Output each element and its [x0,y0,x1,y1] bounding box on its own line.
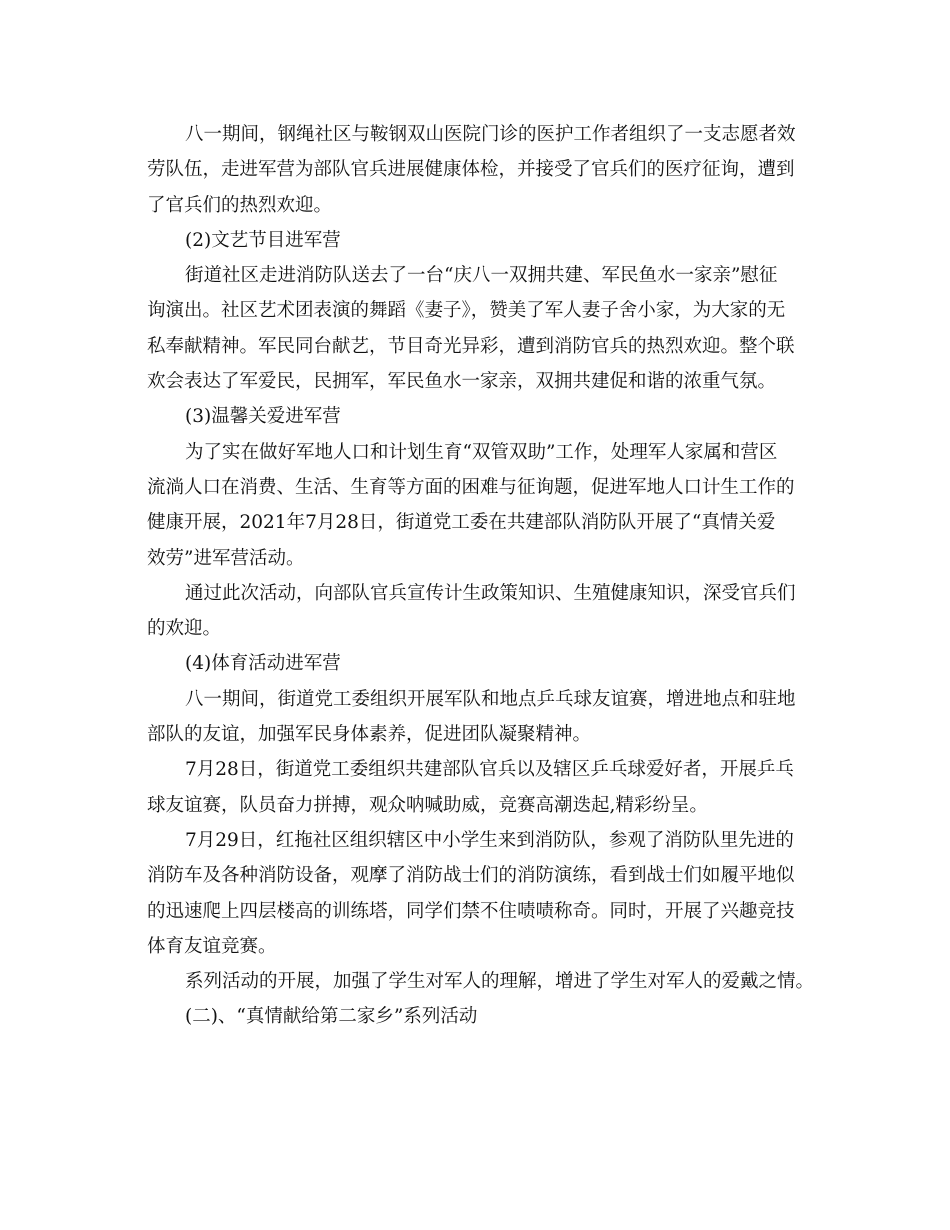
text-line: 效劳”进军营活动。 [147,547,305,569]
text-line: 健康开展，2021年7月28日，街道党工委在共建部队消防队开展了“真情关爱 [147,512,776,534]
text-line: 街道社区走进消防队送去了一台“庆八一双拥共建、军民鱼水一家亲”慰征 [185,265,778,287]
text-line: 的欢迎。 [147,618,222,640]
text-line: 的迅速爬上四层楼高的训练塔，同学们禁不住啧啧称奇。同时，开展了兴趣竞技 [147,900,795,922]
text-line: 为了实在做好军地人口和计划生育“双管双助”工作，处理军人家属和营区 [185,441,778,463]
text-line: 询演出。社区艺术团表演的舞蹈《妻子》，赞美了军人妻子舍小家，为大家的无 [147,300,786,322]
text-line: 7月28日，街道党工委组织共建部队官兵以及辖区乒乓球爱好者，开展乒乓 [185,759,794,781]
text-line: 通过此次活动，向部队官兵宣传计生政策知识、生殖健康知识，深受官兵们 [185,582,796,604]
text-line: (二)、“真情献给第二家乡”系列活动 [185,1006,478,1028]
text-line: (4)体育活动进军营 [185,653,341,675]
text-line: 体育友谊竞赛。 [147,935,277,957]
document-page [147,117,815,1035]
text-line: 八一期间，钢绳社区与鞍钢双山医院门诊的医护工作者组织了一支志愿者效 [185,124,796,145]
text-line: 了官兵们的热烈欢迎。 [147,194,333,216]
text-line: (3)温馨关爱进军营 [185,406,341,428]
text-line: 流淌人口在消费、生活、生育等方面的困难与征询题，促进军地人口计生工作的 [147,476,795,498]
text-line: 部队的友谊，加强军民身体素养，促进团队凝聚精神。 [147,724,592,746]
text-line: 系列活动的开展，加强了学生对军人的理解，增进了学生对军人的爱戴之情。 [185,971,815,993]
text-line: 欢会表达了军爱民，民拥军，军民鱼水一家亲，双拥共建促和谐的浓重气氛。 [147,371,777,393]
text-line: 劳队伍，走进军营为部队官兵进展健康体检，并接受了官兵们的医疗征询，遭到 [147,159,795,181]
text-line: 7月29日，红拖社区组织辖区中小学生来到消防队，参观了消防队里先进的 [185,829,794,851]
text-line: 八一期间，街道党工委组织开展军队和地点乒乓球友谊赛，增进地点和驻地 [185,688,796,710]
text-line: 消防车及各种消防设备，观摩了消防战士们的消防演练，看到战士们如履平地似 [147,865,795,887]
text-line: (2)文艺节目进军营 [185,229,341,251]
text-line: 私奉献精神。军民同台献艺，节目奇光异彩，遭到消防官兵的热烈欢迎。整个联 [147,335,795,357]
text-line: 球友谊赛，队员奋力拼搏，观众呐喊助威，竞赛高潮迭起,精彩纷呈。 [147,794,708,816]
